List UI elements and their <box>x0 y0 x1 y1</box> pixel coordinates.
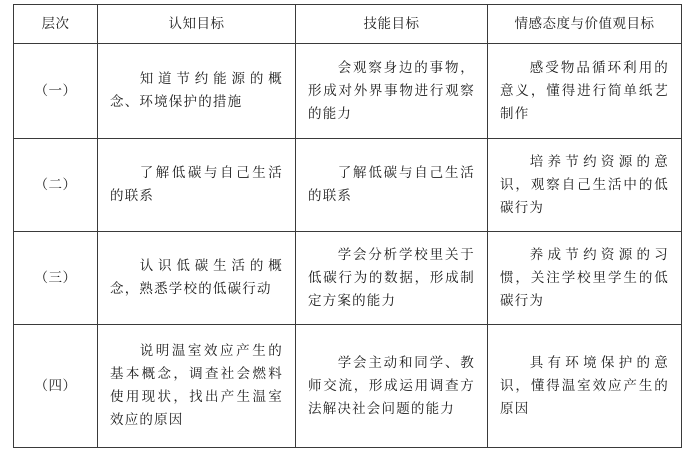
skill-cell <box>296 139 488 232</box>
affective-text: 感受物品循环利用的意义，懂得进行简单纸艺制作 <box>500 59 669 122</box>
level-cell: （二） <box>14 139 98 232</box>
level-cell: （一） <box>14 44 98 139</box>
affective-cell <box>488 139 682 232</box>
cognitive-text: 知道节约能源的概念、环境保护的措施 <box>110 71 283 110</box>
header-skill-goals: 技能目标 <box>296 5 488 44</box>
skill-text: 会观察身边的事物，形成对外界事物进行观察的能力 <box>308 59 475 122</box>
cognitive-text: 说明温室效应产生的基本概念，调查社会燃料使用现状，找出产生温室效应的原因 <box>110 343 283 428</box>
skill-cell <box>296 232 488 325</box>
skill-cell <box>296 325 488 448</box>
affective-cell <box>488 232 682 325</box>
affective-text: 养成节约资源的习惯，关注学校里学生的低碳行为 <box>500 246 669 309</box>
skill-text: 了解低碳与自己生活的联系 <box>308 165 475 204</box>
table-header <box>14 5 682 44</box>
header-row <box>14 5 682 44</box>
skill-text: 学会主动和同学、教师交流，形成运用调查方法解决社会问题的能力 <box>308 354 475 417</box>
cognitive-text: 了解低碳与自己生活的联系 <box>110 165 283 204</box>
table-row <box>14 325 682 448</box>
header-affective-goals: 情感态度与价值观目标 <box>488 5 682 44</box>
level-cell: （三） <box>14 232 98 325</box>
header-level: 层次 <box>14 5 98 44</box>
affective-cell <box>488 325 682 448</box>
table-row <box>14 44 682 139</box>
cognitive-cell <box>98 232 296 325</box>
cognitive-cell <box>98 325 296 448</box>
table-body <box>14 44 682 448</box>
cognitive-cell <box>98 139 296 232</box>
affective-text: 具有环境保护的意识，懂得温室效应产生的原因 <box>500 354 669 417</box>
header-cognitive-goals: 认知目标 <box>98 5 296 44</box>
cognitive-text: 认识低碳生活的概念，熟悉学校的低碳行动 <box>110 258 283 297</box>
level-cell: （四） <box>14 325 98 448</box>
table-row <box>14 232 682 325</box>
skill-cell <box>296 44 488 139</box>
cognitive-cell <box>98 44 296 139</box>
affective-text: 培养节约资源的意识，观察自己生活中的低碳行为 <box>500 153 669 216</box>
objectives-table <box>13 4 682 448</box>
table-row <box>14 139 682 232</box>
affective-cell <box>488 44 682 139</box>
skill-text: 学会分析学校里关于低碳行为的数据，形成制定方案的能力 <box>308 246 475 309</box>
